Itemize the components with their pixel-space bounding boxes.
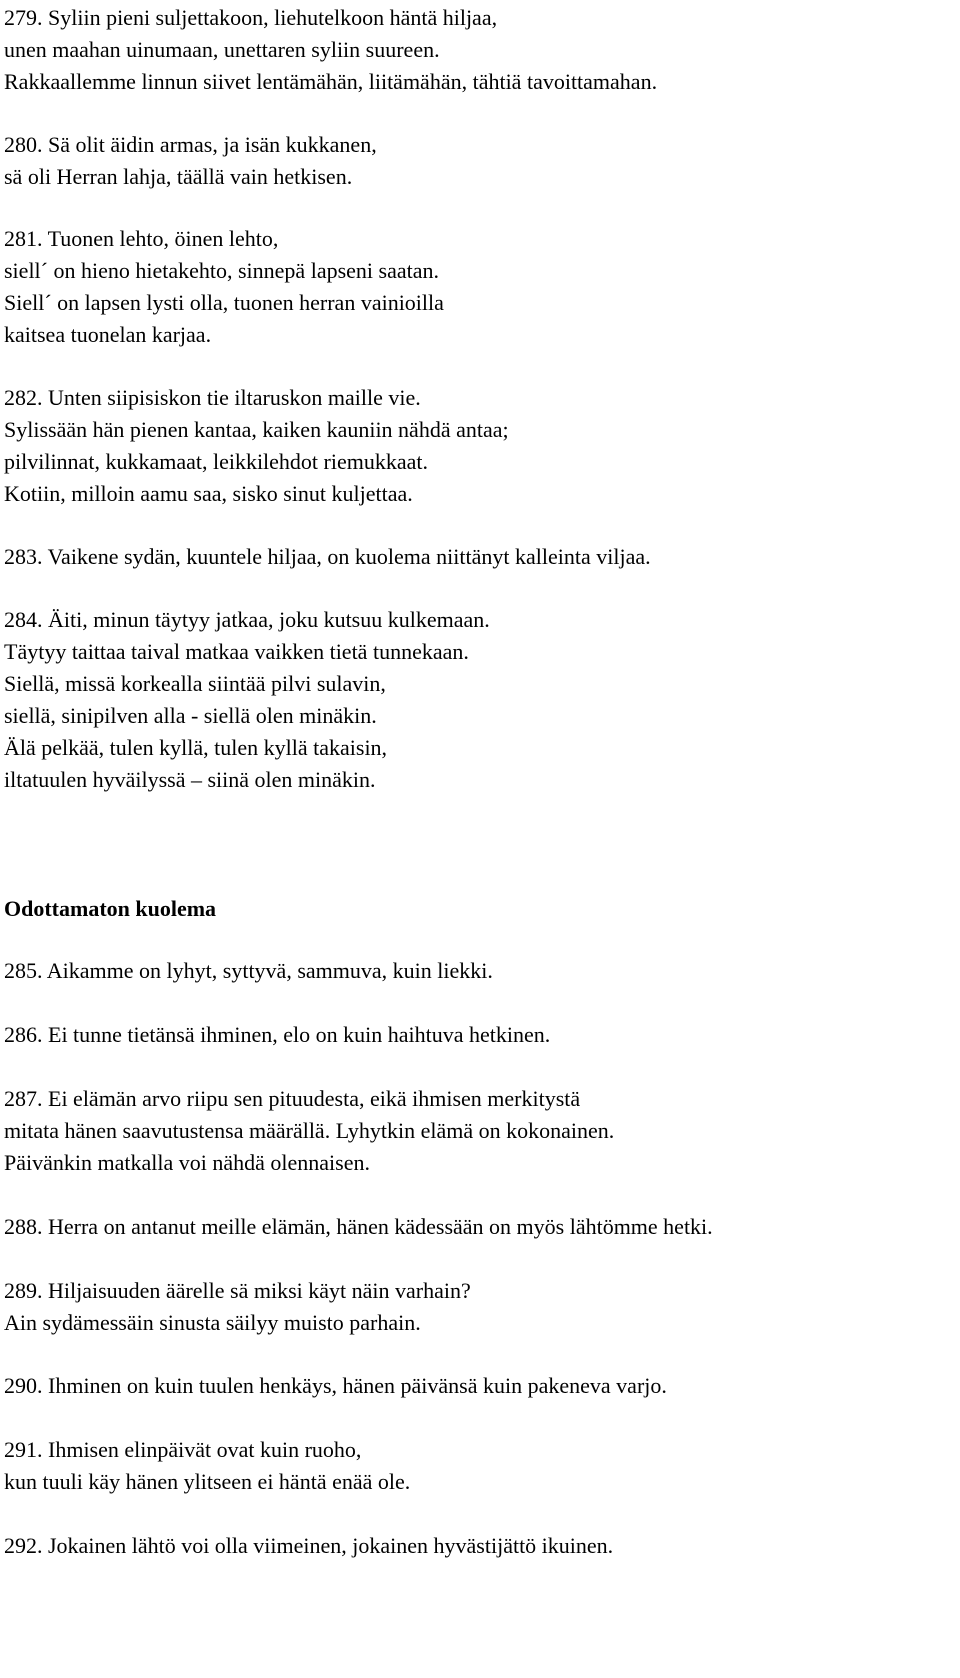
verse-281-line-1: 281. Tuonen lehto, öinen lehto, [4, 226, 279, 251]
verse-279-line-1: 279. Syliin pieni suljettakoon, liehutelkoon häntä hiljaa, [4, 5, 498, 30]
verse-292-line-1: 292. Jokainen lähtö voi olla viimeinen, jokainen hyvästijättö ikuinen. [4, 1533, 614, 1558]
verse-280-line-1: 280. Sä olit äidin armas, ja isän kukkanen, [4, 132, 377, 157]
verse-280-line-2: sä oli Herran lahja, täällä vain hetkisen. [4, 164, 353, 189]
verse-282-line-4: Kotiin, milloin aamu saa, sisko sinut kuljettaa. [4, 481, 413, 506]
verse-284-line-6: iltatuulen hyväilyssä – siinä olen minäkin. [4, 767, 376, 792]
verse-283-line-1: 283. Vaikene sydän, kuuntele hiljaa, on kuolema niittänyt kalleinta viljaa. [4, 544, 651, 569]
verse-291-line-1: 291. Ihmisen elinpäivät ovat kuin ruoho, [4, 1437, 362, 1462]
verse-281-line-3: Siell´ on lapsen lysti olla, tuonen herran vainioilla [4, 290, 444, 315]
verse-282-line-2: Sylissään hän pienen kantaa, kaiken kauniin nähdä antaa; [4, 417, 509, 442]
verse-289-line-2: Ain sydämessäin sinusta säilyy muisto parhain. [4, 1310, 421, 1335]
verse-286-line-1: 286. Ei tunne tietänsä ihminen, elo on kuin haihtuva hetkinen. [4, 1022, 551, 1047]
section-heading: Odottamaton kuolema [4, 896, 217, 921]
verse-284-line-1: 284. Äiti, minun täytyy jatkaa, joku kutsuu kulkemaan. [4, 607, 490, 632]
verse-288-line-1: 288. Herra on antanut meille elämän, hänen kädessään on myös lähtömme hetki. [4, 1214, 713, 1239]
verse-279-line-2: unen maahan uinumaan, unettaren syliin suureen. [4, 37, 440, 62]
verse-281-line-4: kaitsea tuonelan karjaa. [4, 322, 212, 347]
verse-287-line-2: mitata hänen saavutustensa määrällä. Lyhytkin elämä on kokonainen. [4, 1118, 615, 1143]
verse-284-line-5: Älä pelkää, tulen kyllä, tulen kyllä takaisin, [4, 735, 388, 760]
verse-287-line-1: 287. Ei elämän arvo riipu sen pituudesta, eikä ihmisen merkitystä [4, 1086, 581, 1111]
verse-279-line-3: Rakkaallemme linnun siivet lentämähän, liitämähän, tähtiä tavoittamahan. [4, 69, 658, 94]
verse-282-line-1: 282. Unten siipisiskon tie iltaruskon maille vie. [4, 385, 421, 410]
verse-285-line-1: 285. Aikamme on lyhyt, syttyvä, sammuva, kuin liekki. [4, 958, 493, 983]
verse-284-line-2: Täytyy taittaa taival matkaa vaikken tietä tunnekaan. [4, 639, 469, 664]
verse-284-line-3: Siellä, missä korkealla siintää pilvi sulavin, [4, 671, 386, 696]
verse-290-line-1: 290. Ihminen on kuin tuulen henkäys, hänen päivänsä kuin pakeneva varjo. [4, 1373, 667, 1398]
verse-289-line-1: 289. Hiljaisuuden äärelle sä miksi käyt näin varhain? [4, 1278, 471, 1303]
verse-291-line-2: kun tuuli käy hänen ylitseen ei häntä enää ole. [4, 1469, 411, 1494]
verse-284-line-4: siellä, sinipilven alla - siellä olen minäkin. [4, 703, 377, 728]
verse-282-line-3: pilvilinnat, kukkamaat, leikkilehdot riemukkaat. [4, 449, 429, 474]
verse-287-line-3: Päivänkin matkalla voi nähdä olennaisen. [4, 1150, 370, 1175]
verse-281-line-2: siell´ on hieno hietakehto, sinnepä lapseni saatan. [4, 258, 439, 283]
